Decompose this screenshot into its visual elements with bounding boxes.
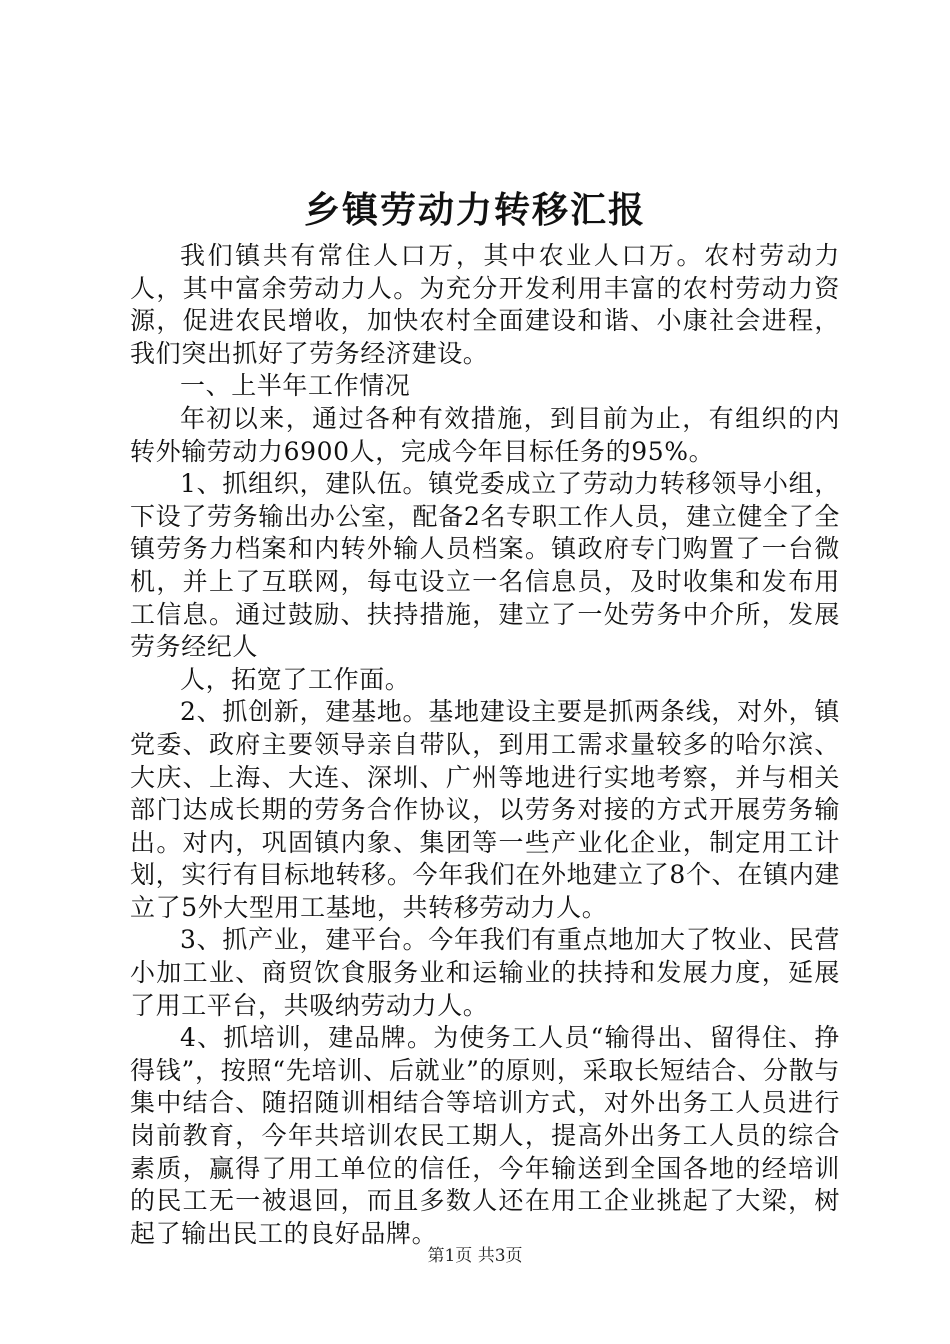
paragraph-item-4: 4、抓培训，建品牌。为使务工人员“输得出、留得住、挣得钱”，按照“先培训、后就业”的原则，采取长短结合、分散与集中结合、随招随训相结合等培训方式，对外出务工人员进行岗前教育，今年共培训农民工期人，提高外出务工人员的综合素质，赢得了用工单位的信任，今年输送到全国各地的经培训的民工无一被退回，而且多数人还在用工企业挑起了大梁，树起了输出民工的良好品牌。 — [130, 1023, 840, 1248]
paragraph-summary: 年初以来，通过各种有效措施，到目前为止，有组织的内转外输劳动力6900人，完成今年目标任务的95%。 — [130, 403, 840, 466]
paragraph-item-1-continued: 人，拓宽了工作面。 — [180, 664, 411, 694]
paragraph-item-3: 3、抓产业，建平台。今年我们有重点地加大了牧业、民营小加工业、商贸饮食服务业和运输业的扶持和发展力度，延展了用工平台，共吸纳劳动力人。 — [130, 925, 840, 1020]
paragraph-item-1: 1、抓组织，建队伍。镇党委成立了劳动力转移领导小组，下设了劳务输出办公室，配备2名专职工作人员，建立健全了全镇劳务力档案和内转外输人员档案。镇政府专门购置了一台微机，并上了互联网，每屯设立一名信息员，及时收集和发布用工信息。通过鼓励、扶持措施，建立了一处劳务中介所，发展劳务经纪人 — [130, 469, 840, 662]
paragraph-intro: 我们镇共有常住人口万，其中农业人口万。农村劳动力人，其中富余劳动力人。为充分开发利用丰富的农村劳动力资源，促进农民增收，加快农村全面建设和谐、小康社会进程，我们突出抓好了劳务经济建设。 — [130, 241, 840, 368]
paragraph-item-2: 2、抓创新，建基地。基地建设主要是抓两条线，对外，镇党委、政府主要领导亲自带队，到用工需求量较多的哈尔滨、大庆、上海、大连、深圳、广州等地进行实地考察，并与相关部门达成长期的劳务合作协议，以劳务对接的方式开展劳务输出。对内，巩固镇内象、集团等一些产业化企业，制定用工计划，实行有目标地转移。今年我们在外地建立了8个、在镇内建立了5外大型用工基地，共转移劳动力人。 — [130, 697, 840, 922]
document-title: 乡镇劳动力转移汇报 — [303, 189, 646, 231]
page-footer: 第1页 共3页 — [427, 1246, 523, 1266]
document-body — [130, 240, 840, 1250]
section-heading-first-half-work: 一、上半年工作情况 — [180, 371, 411, 401]
